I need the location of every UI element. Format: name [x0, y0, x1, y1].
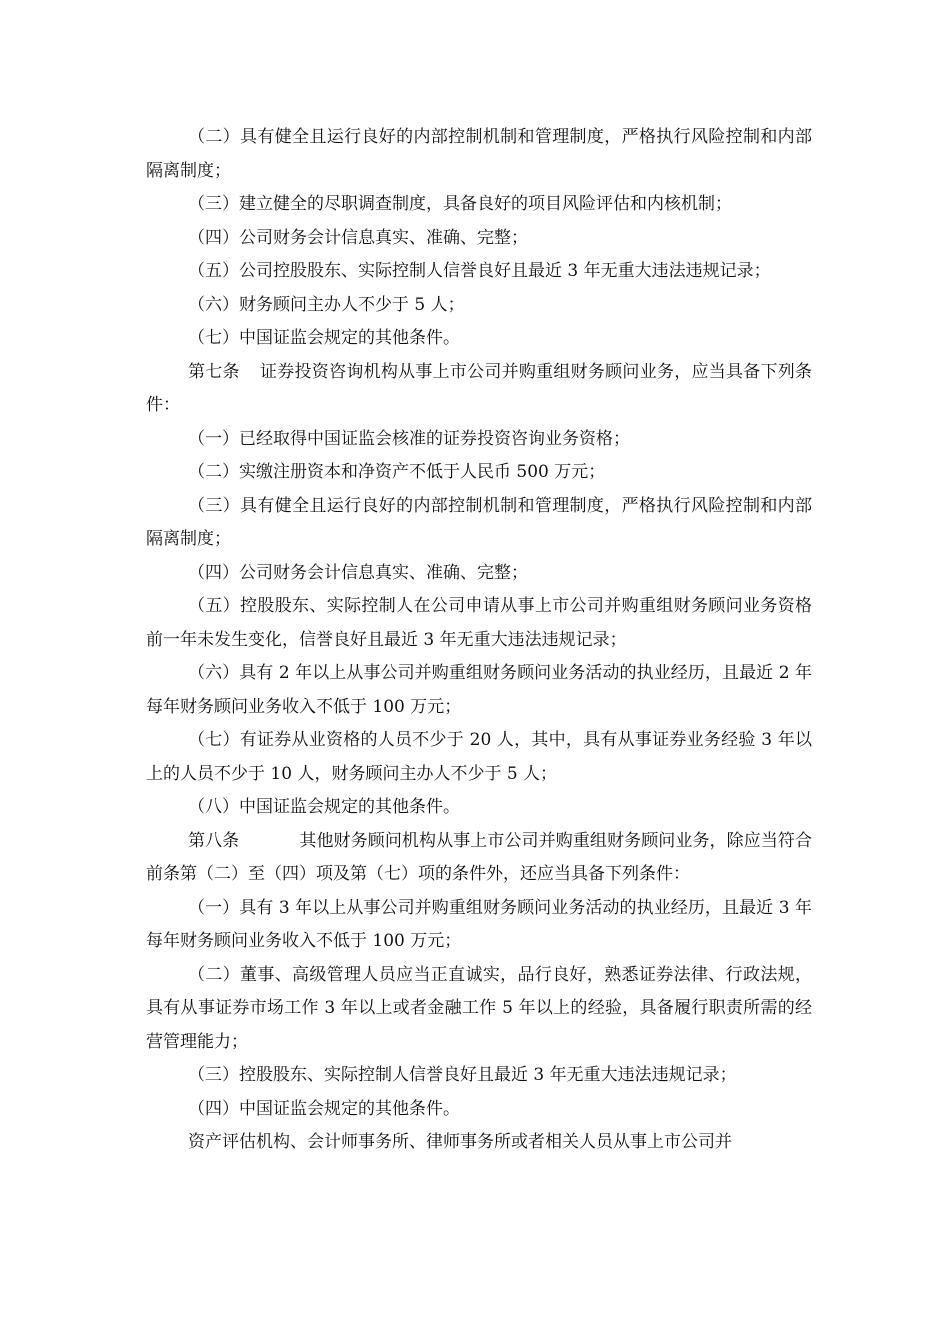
list-item: （六）财务顾问主办人不少于 5 人；: [188, 294, 465, 315]
article-text: 证券投资咨询机构从事上市公司并购重组财务顾问业务，应当具备下列条件：: [146, 361, 813, 415]
list-item: （六）具有 2 年以上从事公司并购重组财务顾问业务活动的执业经历，且最近 2 年每年财务顾问业务收入不低于 100 万元；: [146, 663, 812, 717]
list-item: （二）董事、高级管理人员应当正直诚实，品行良好，熟悉证券法律、行政法规，具有从事证券市场工作 3 年以上或者金融工作 5 年以上的经验，具备履行职责所需的经营管理能力；: [146, 964, 812, 1052]
list-item: （一）具有 3 年以上从事公司并购重组财务顾问业务活动的执业经历，且最近 3 年每年财务顾问业务收入不低于 100 万元；: [146, 897, 812, 951]
list-item: （二）实缴注册资本和净资产不低于人民币 500 万元；: [188, 462, 606, 482]
document-body: [146, 121, 812, 1160]
list-item: （四）中国证监会规定的其他条件。: [188, 1098, 460, 1119]
list-item: （八）中国证监会规定的其他条件。: [188, 797, 460, 817]
article-8: [146, 825, 812, 892]
list-item: （五）公司控股股东、实际控制人信誉良好且最近 3 年无重大违法违规记录；: [188, 261, 771, 281]
list-item: （五）控股股东、实际控制人在公司申请从事上市公司并购重组财务顾问业务资格前一年未发生变化，信誉良好且最近 3 年无重大违法违规记录；: [146, 596, 812, 650]
list-item: 资产评估机构、会计师事务所、律师事务所或者相关人员从事上市公司并: [188, 1132, 732, 1152]
article-heading: 第七条: [188, 361, 240, 382]
list-item: （四）公司财务会计信息真实、准确、完整；: [188, 562, 528, 583]
list-item: （二）具有健全且运行良好的内部控制机制和管理制度，严格执行风险控制和内部隔离制度；: [146, 127, 812, 181]
list-item: （七）有证券从业资格的人员不少于 20 人，其中，具有从事证券业务经验 3 年以上的人员不少于 10 人，财务顾问主办人不少于 5 人；: [146, 730, 812, 784]
list-item: （七）中国证监会规定的其他条件。: [188, 328, 460, 348]
list-item: （四）公司财务会计信息真实、准确、完整；: [188, 227, 528, 248]
list-item: （三）控股股东、实际控制人信誉良好且最近 3 年无重大违法违规记录；: [188, 1065, 737, 1085]
list-item: （一）已经取得中国证监会核准的证券投资咨询业务资格；: [188, 428, 630, 449]
list-item: （三）建立健全的尽职调查制度，具备良好的项目风险评估和内核机制；: [188, 194, 732, 214]
article-heading: 第八条: [188, 830, 240, 851]
list-item: （三）具有健全且运行良好的内部控制机制和管理制度，严格执行风险控制和内部隔离制度；: [146, 495, 812, 549]
article-text: 其他财务顾问机构从事上市公司并购重组财务顾问业务，除应当符合前条第（二）至（四）项及第（七）项的条件外，还应当具备下列条件：: [146, 830, 813, 884]
article-7: [146, 356, 812, 423]
